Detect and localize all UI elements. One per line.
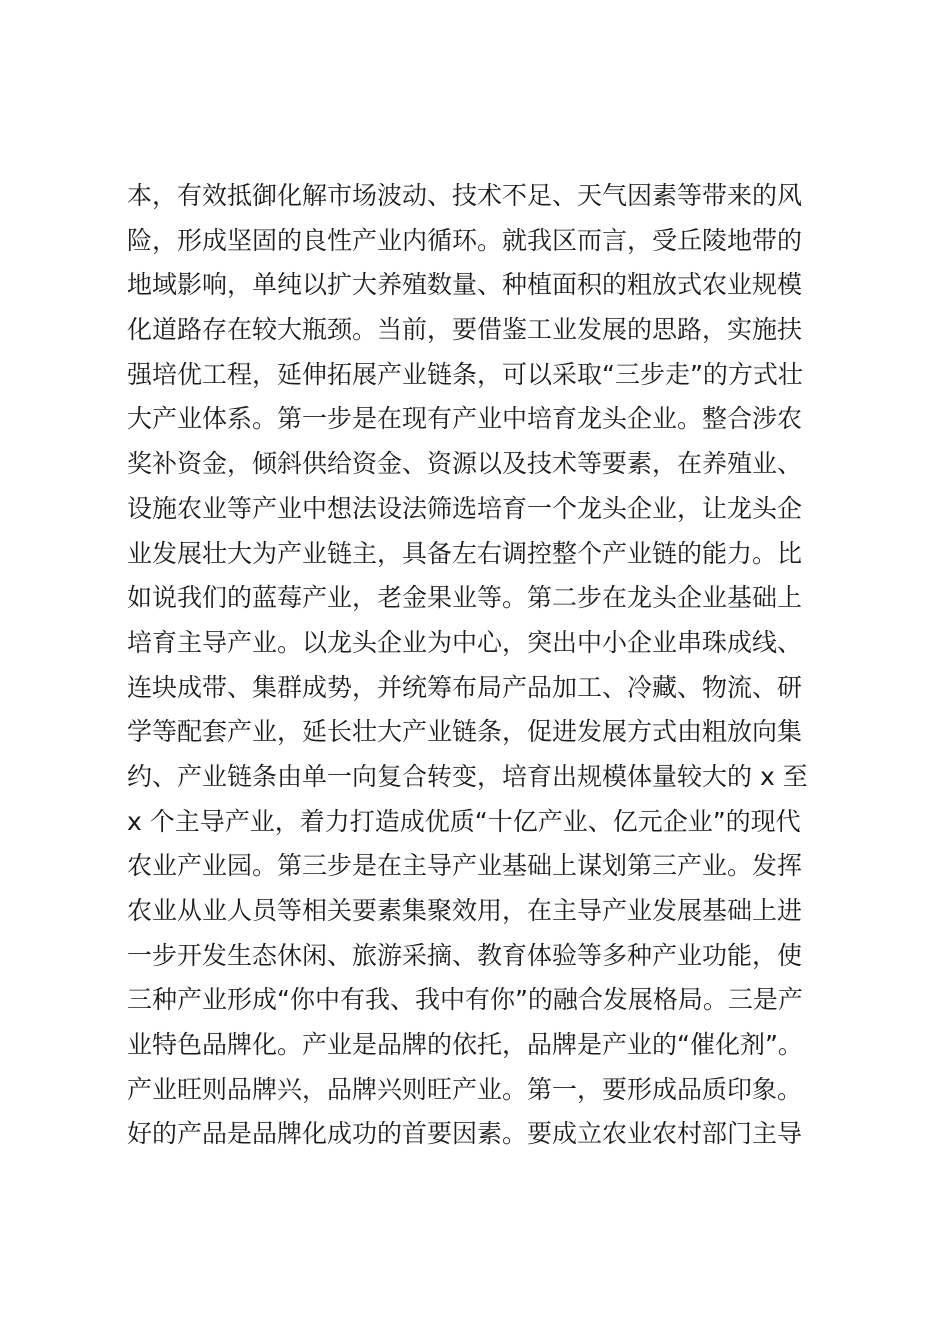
text-line: 三种产业形成“你中有我、我中有你”的融合发展格局。三是产 (127, 985, 803, 1015)
text-line: 业发展壮大为产业链主，具备左右调控整个产业链的能力。比 (127, 538, 803, 568)
text-line: 农业从业人员等相关要素集聚效用，在主导产业发展基础上进 (127, 896, 803, 925)
text-line: 好的产品是品牌化成功的首要因素。要成立农业农村部门主导 (127, 1119, 803, 1149)
text-line: 险，形成坚固的良性产业内循环。就我区而言，受丘陵地带的 (127, 225, 803, 255)
text-line: 一步开发生态休闲、旅游采摘、教育体验等多种产业功能，使 (127, 940, 803, 970)
text-line: 产业旺则品牌兴，品牌兴则旺产业。第一，要形成品质印象。 (127, 1074, 803, 1104)
text-line: 约、产业链条由单一向复合转变，培育出规模体量较大的 x 至 (127, 761, 808, 791)
text-line: 学等配套产业，延长壮大产业链条，促进发展方式由粗放向集 (127, 717, 803, 747)
text-line: x 个主导产业，着力打造成优质“十亿产业、亿元企业”的现代 (127, 806, 801, 836)
text-line: 本，有效抵御化解市场波动、技术不足、天气因素等带来的风 (127, 181, 803, 210)
body-paragraph (127, 174, 827, 1157)
text-line: 强培优工程，延伸拓展产业链条，可以采取“三步走”的方式壮 (127, 359, 803, 389)
text-line: 培育主导产业。以龙头企业为中心，突出中小企业串珠成线、 (127, 627, 803, 657)
text-line: 化道路存在较大瓶颈。当前，要借鉴工业发展的思路，实施扶 (127, 315, 803, 345)
text-line: 地域影响，单纯以扩大养殖数量、种植面积的粗放式农业规模 (127, 270, 803, 300)
text-line: 设施农业等产业中想法设法筛选培育一个龙头企业，让龙头企 (127, 493, 803, 523)
text-line: 农业产业园。第三步是在主导产业基础上谋划第三产业。发挥 (127, 851, 803, 881)
text-line: 奖补资金，倾斜供给资金、资源以及技术等要素，在养殖业、 (127, 449, 803, 479)
text-line: 如说我们的蓝莓产业，老金果业等。第二步在龙头企业基础上 (127, 583, 803, 613)
text-line: 大产业体系。第一步是在现有产业中培育龙头企业。整合涉农 (127, 404, 803, 434)
text-line: 业特色品牌化。产业是品牌的依托，品牌是产业的“催化剂”。 (127, 1030, 803, 1060)
text-line: 连块成带、集群成势，并统筹布局产品加工、冷藏、物流、研 (127, 672, 803, 702)
